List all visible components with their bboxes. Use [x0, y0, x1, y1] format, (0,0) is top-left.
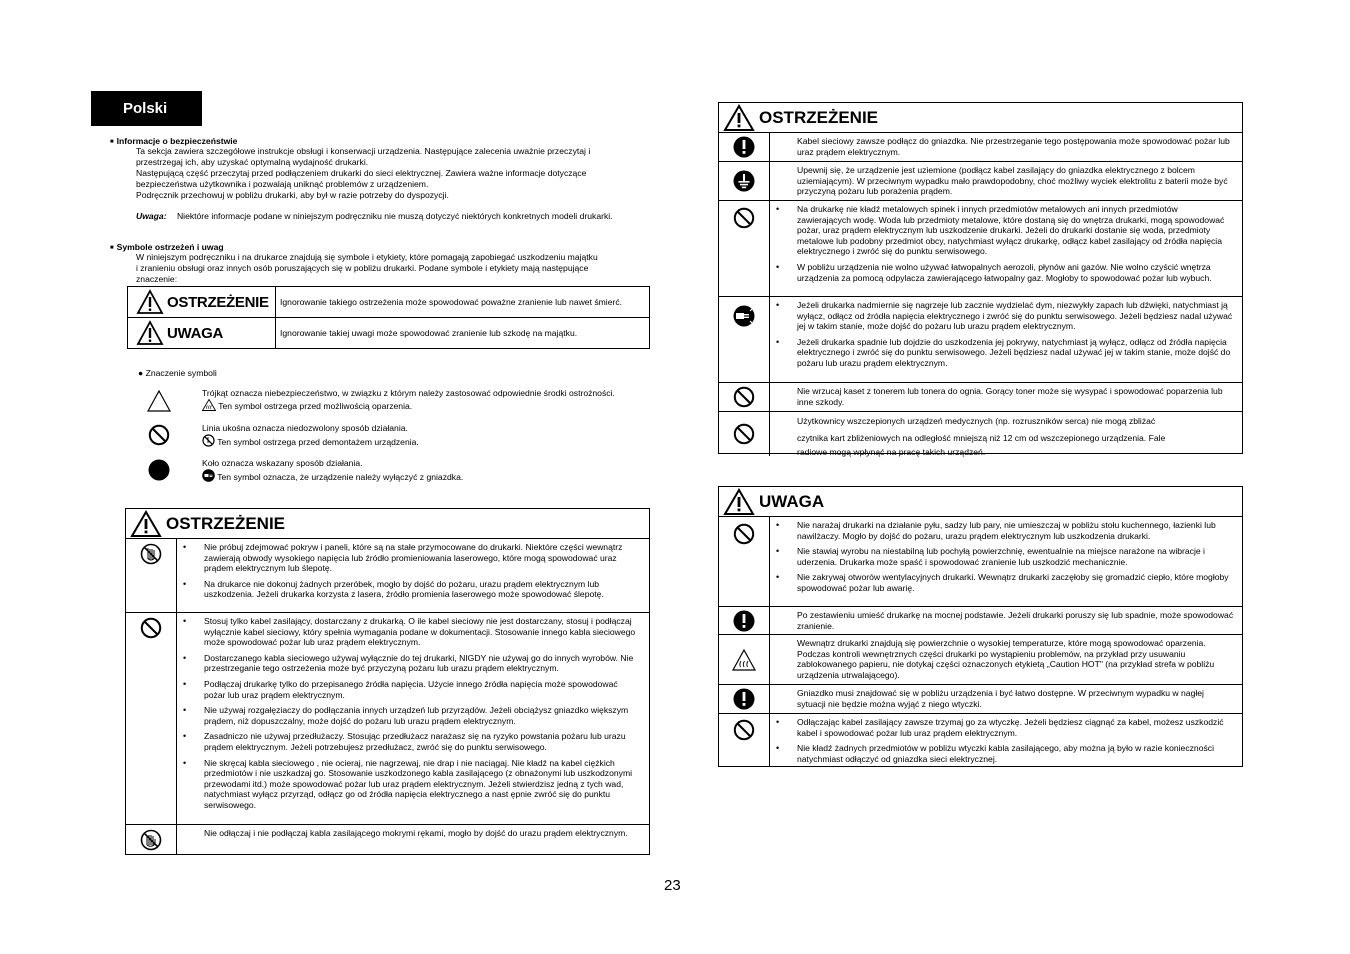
- legend-line: Ten symbol ostrzega przed demontażem urządzenia.: [217, 437, 419, 447]
- row-line: Użytkownicy wszczepionych urządzeń medycznych (np. rozruszników serca) nie mogą zbliżać: [797, 416, 1156, 426]
- language-tab: Polski: [91, 91, 202, 126]
- caution-row: [719, 685, 1242, 714]
- legend-line: Koło oznacza wskazany sposób działania.: [202, 458, 363, 468]
- warning-row: [126, 825, 649, 854]
- row-text: [770, 685, 1242, 713]
- prohibition-icon: [148, 424, 170, 451]
- row-plain-text: Nie odłączaj i nie podłączaj kabla zasilającego mokrymi rękami, mogło by dojść do urazu prądem elektrycznym.: [204, 828, 628, 838]
- row-text: [770, 133, 1242, 161]
- bullet-item: • Podłączaj drukarkę tylko do przepisanego źródła napięcia. Użycie innego źródła napięcia może spowodować pożar lub uraz prądem elektrycznym.: [177, 679, 641, 700]
- bullet-item: • Nie stawiaj wyrobu na niestabilną lub pochyłą powierzchnię, ewentualnie na miejsce narażone na wibracje i uderzenia. Drukarka może spaść i spowodować zranienie lub uszkodzić mechanicznie.: [770, 546, 1234, 567]
- right-caution-title-text: UWAGA: [759, 491, 825, 511]
- legend-subline: [202, 469, 463, 483]
- warning-triangle-icon: [136, 289, 164, 315]
- symbol-table-row: [128, 287, 650, 318]
- legend-line: Ten symbol oznacza, że urządzenie należy wyłączyć z gniazdka.: [217, 472, 464, 482]
- caution-label: [136, 320, 275, 346]
- symbol-table: [127, 286, 650, 349]
- prohibition-icon: [719, 714, 770, 767]
- right-warning-title: [719, 103, 1242, 133]
- symbols-heading: ■ Symbole ostrzeżeń i uwag: [110, 242, 670, 252]
- row-plain-text: Upewnij się, że urządzenie jest uziemione (podłącz kabel zasilający do gniazdka elektrycznego z bolcem uziemiającym). W przeciwnym wypadku mało prawdopodobny, choć możliwy wyciek elektrolitu z baterii może być przyczyną pożaru lub porażenia prądem.: [797, 165, 1228, 197]
- triangle-icon: [147, 390, 171, 417]
- warning-row: [126, 613, 649, 825]
- symbols-line: i zranieniu obsługi oraz innych osób poruszających się w pobliżu drukarki. Podane symbole i etykiety mają następujące: [136, 263, 589, 273]
- bullet-item: • Jeżeli drukarka spadnie lub dojdzie do uszkodzenia jej pokrywy, natychmiast ją wyłącz, odłącz od źródła napięcia elektrycznego i zwróć się do punktu serwisowego. Jeżeli będziesz nadal używać jej w takim stanie, może dojść do pożaru lub urazu prądem elektrycznym.: [770, 337, 1234, 369]
- symbol-table-row: [128, 318, 650, 349]
- left-warning-box: [125, 508, 650, 855]
- bullet-item: • Dostarczanego kabla sieciowego używaj wyłącznie do tej drukarki, NIGDY nie używaj go do innych wyrobów. Nie przestrzeganie tego ostrzeżenia może być przyczyną pożaru lub urazu prądem elektrycznym.: [177, 653, 641, 674]
- warning-label: [136, 289, 275, 315]
- no-disassembly-icon: [202, 434, 215, 447]
- bullet-item: • Zasadniczo nie używaj przedłużaczy. Stosując przedłużacz narażasz się na ryzyko powstania pożaru lub urazu prądem elektrycznym. Jeżeli potrzebujesz przedłużacz, zwróć się do punktu serwisowego.: [177, 731, 641, 752]
- symbol-label-cell: [128, 318, 276, 349]
- symbols-line: W niniejszym podręczniku i na drukarce znajdują się symbole i etykiety, które pomagają zapobiegać uszkodzeniu majątku: [136, 252, 598, 262]
- row-text: [770, 607, 1242, 634]
- bullet-item: • Nie próbuj zdejmować pokryw i paneli, które są na stałe przymocowane do drukarki. Niektóre części wewnątrz zawierają obwody wysokiego napięcia lub źródło promieniowania laserowego, które mogą spowodować uraz prądem elektrycznym lub ślepotę.: [177, 542, 641, 574]
- info-body: [110, 146, 680, 222]
- caution-triangle-icon: [723, 488, 755, 516]
- symbols-section: [110, 242, 670, 285]
- row-text: [770, 517, 1242, 606]
- row-plain-text: Wewnątrz drukarki znajdują się powierzchnie o wysokiej temperaturze, które mogą spowodować oparzenia. Podczas kontroli wewnętrznych części drukarki po wystąpieniu problemów, na przykład przy usuwaniu zablokowanego papieru, nie dotykaj części oznaczonych etykietą „Caution HOT" (na przykład strefa w pobliżu urządzenia utrwalającego).: [797, 638, 1215, 680]
- note-text: Niektóre informacje podane w niniejszym podręczniku nie muszą dotyczyć niektórych konkretnych modeli drukarki.: [176, 211, 613, 221]
- bullet-item: • Nie narażaj drukarki na działanie pyłu, sadzy lub pary, nie umieszczaj w pobliżu stołu kuchennego, łazienki lub nawilżaczy. Mogło by dojść do pożaru, urazu prądem elektrycznym lub uszkodzenia drukarki.: [770, 520, 1234, 541]
- symbol-label-cell: [128, 287, 276, 318]
- warning-row: [719, 162, 1242, 201]
- warning-row: [719, 297, 1242, 383]
- info-line: Podręcznik przechowuj w pobliżu drukarki, aby był w razie potrzeby do dyspozycji.: [136, 190, 449, 200]
- row-text: [177, 539, 649, 612]
- row-line: radiowe mogą wpłynąć na pracę takich urządzeń.: [797, 447, 986, 457]
- mandatory-icon: [719, 685, 770, 713]
- mandatory-icon: [719, 133, 770, 161]
- row-plain-text: Po zestawieniu umieść drukarkę na mocnej podstawie. Jeżeli drukarki poruszy się lub spadnie, może spowodować zranienie.: [797, 610, 1234, 631]
- warning-meaning: Ignorowanie takiego ostrzeżenia może spowodować poważne zranienie lub nawet śmierć.: [276, 287, 650, 318]
- bullet-item: • Stosuj tylko kabel zasilający, dostarczany z drukarką. O ile kabel sieciowy nie jest dostarczany, stosuj i podłączaj wyłącznie kabel sieciowy, który spełnia wymagania podane w dokumentacji. Stosowanie innego kabla sieciowego może spowodować pożar lub uraz prądem elektrycznym.: [177, 616, 641, 648]
- bullet-item: • Na drukarce nie dokonuj żadnych przeróbek, mogło by dojść do pożaru, urazu prądem elektrycznym lub uszkodzenia. Jeżeli drukarka korzysta z lasera, źródło promienia laserowego może spowodować ślepotę.: [177, 579, 641, 600]
- warning-row: [719, 383, 1242, 412]
- symbols-body: [110, 252, 670, 285]
- info-line: przestrzegaj ich, aby uzyskać optymalną wydajność drukarki.: [136, 157, 369, 167]
- legend-subline: [202, 434, 419, 448]
- page-number: 23: [664, 877, 681, 894]
- right-caution-title: [719, 487, 1242, 517]
- right-warning-title-text: OSTRZEŻENIE: [759, 107, 879, 127]
- row-line: czytnika kart zbliżeniowych na odległość mniejszą niż 12 cm od wszczepionego urządzenia. Fale: [797, 433, 1166, 443]
- prohibition-icon: [719, 517, 770, 606]
- no-disassembly-icon: [126, 539, 177, 612]
- right-caution-box: [718, 486, 1243, 767]
- row-text: [770, 297, 1242, 382]
- meaning-title-text: Znaczenie symboli: [145, 368, 217, 378]
- warning-row: [719, 201, 1242, 297]
- ground-icon: [719, 162, 770, 200]
- symbol-meaning-title: [138, 368, 217, 379]
- prohibition-icon: [719, 201, 770, 296]
- prohibition-icon: [126, 613, 177, 824]
- warning-row: [719, 412, 1242, 456]
- hot-surface-icon: [719, 635, 770, 684]
- hot-surface-icon: [202, 399, 216, 411]
- prohibition-icon: [719, 383, 770, 411]
- info-line: Ta sekcja zawiera szczegółowe instrukcje obsługi i konserwacji urządzenia. Następujące zalecenia uważnie przeczytaj i: [136, 146, 591, 156]
- row-text: [177, 825, 649, 854]
- row-text: [770, 201, 1242, 296]
- info-heading: ■ Informacje o bezpieczeństwie: [110, 136, 680, 146]
- warning-label-text: OSTRZEŻENIE: [167, 293, 269, 311]
- warning-row: [719, 133, 1242, 162]
- info-section: [110, 136, 680, 222]
- legend-line: Linia ukośna oznacza niedozwolony sposób działania.: [202, 423, 408, 433]
- bullet-item: • Nie używaj rozgałęziaczy do podłączania innych urządzeń lub przyrządów. Jeżeli obciążysz gniazdko większym prądem, niż dopuszczalny, może dojść do pożaru lub urazu prądem elektrycznym.: [177, 705, 641, 726]
- caution-triangle-icon: [136, 320, 164, 346]
- warning-triangle-icon: [723, 104, 755, 132]
- legend-line: Trójkąt oznacza niebezpieczeństwo, w związku z którym należy zastosować odpowiednie środki ostrożności.: [202, 388, 615, 398]
- note-label: Uwaga:: [136, 211, 167, 221]
- caution-row: [719, 517, 1242, 607]
- row-text: [770, 162, 1242, 200]
- bullet-item: • W pobliżu urządzenia nie wolno używać łatwopalnych aerozoli, płynów ani gazów. Nie wolno czyścić wnętrza urządzenia za pomocą odpylacza zawierającego łatwopalny gaz. Mogłoby to spowodować pożar lub wybuch.: [770, 262, 1234, 283]
- left-warning-title-text: OSTRZEŻENIE: [166, 513, 286, 533]
- legend-item: [202, 458, 463, 483]
- symbols-line: znaczenie:: [136, 274, 178, 284]
- row-plain-text: Kabel sieciowy zawsze podłącz do gniazdka. Nie przestrzeganie tego postępowania może spowodować pożar lub uraz prądem elektrycznym.: [797, 136, 1230, 157]
- caution-row: [719, 714, 1242, 767]
- unplug-icon: [719, 297, 770, 382]
- bullet-item: • Jeżeli drukarka nadmiernie się nagrzeje lub zacznie wydzielać dym, niezwykły zapach lub dźwięki, natychmiast ją wyłącz, odłącz od źródła napięcia elektrycznego i zwróć się do punktu serwisowego. Jeżeli będziesz nadal używać jej w takim stanie, może dojść do pożaru lub urazu prądem elektrycznym.: [770, 300, 1234, 332]
- bullet-item: • Na drukarkę nie kładź metalowych spinek i innych przedmiotów metalowych ani innych przedmiotów zawierających wodę. Woda lub przedmioty metalowe, które dostaną się do wnętrza drukarki, mogą spowodować pożar, uraz prądem elektrycznym lub uszkodzenie drukarki. Jeżeli do drukarki dostanie się woda, przedmioty metalowe lub podobny przedmiot obcy, natychmiast wyłącz drukarkę, odłącz kabel zasilający od źródła napięcia elektrycznego i zwróć się do punktu serwisowego.: [770, 204, 1234, 257]
- no-wet-hands-icon: [126, 825, 177, 854]
- bullet-item: • Nie kładź żadnych przedmiotów w pobliżu wtyczki kabla zasilającego, aby można ją było w razie konieczności natychmiast odłączyć od gniazdka sieci elektrycznej.: [770, 743, 1234, 764]
- unplug-icon: [202, 469, 215, 482]
- row-plain-text: Nie wrzucaj kaset z tonerem lub tonera do ognia. Gorący toner może się wysypać i spowodować poparzenia lub inne szkody.: [797, 386, 1223, 407]
- prohibition-icon: [719, 412, 770, 456]
- bullet-item: • Odłączając kabel zasilający zawsze trzymaj go za wtyczkę. Jeżeli będziesz ciągnąć za kabel, możesz uszkodzić kabel i spowodować pożar lub uraz prądem elektrycznym.: [770, 717, 1234, 738]
- warning-row: [126, 539, 649, 613]
- caution-meaning: Ignorowanie takiej uwagi może spowodować zranienie lub szkodę na majątku.: [276, 318, 650, 349]
- info-line: bezpieczeństwa użytkownika i pozwalają uniknąć problemów z urządzeniem.: [136, 179, 429, 189]
- right-warning-box: [718, 102, 1243, 457]
- legend-item: [202, 388, 615, 412]
- bullet-item: • Nie zakrywaj otworów wentylacyjnych drukarki. Wewnątrz drukarki zaczęłoby się gromadzić ciepło, które mogłoby spowodować pożar lub awarię.: [770, 572, 1234, 593]
- legend-item: [202, 423, 419, 448]
- info-line: Następującą część przeczytaj przed podłączeniem drukarki do sieci elektrycznej. Zawiera ważne informacje dotyczące: [136, 168, 587, 178]
- mandatory-icon: [719, 607, 770, 634]
- row-text: [770, 412, 1242, 456]
- legend-line: Ten symbol ostrzega przed możliwością oparzenia.: [218, 401, 413, 411]
- filled-circle-icon: [148, 459, 170, 486]
- row-plain-text: Gniazdko musi znajdować się w pobliżu urządzenia i być łatwo dostępne. W przeciwnym wypadku w nagłej sytuacji nie będzie można wyjąć z niego wtyczki.: [797, 688, 1204, 709]
- bullet-icon: ●: [138, 368, 144, 378]
- row-text: [770, 714, 1242, 767]
- row-text: [770, 635, 1242, 684]
- info-note: [136, 211, 680, 222]
- row-text: [770, 383, 1242, 411]
- caution-label-text: UWAGA: [167, 324, 223, 342]
- caution-row: [719, 607, 1242, 635]
- caution-row: [719, 635, 1242, 685]
- legend-subline: [202, 399, 615, 412]
- bullet-item: • Nie skręcaj kabla sieciowego , nie ocieraj, nie nagrzewaj, nie drap i nie naciągaj. Nie kładź na kabel ciężkich przedmiotów i nie uszkadzaj go. Stosowanie uszkodzonego kabla zasilającego (z obnażonymi lub uszkodzonymi przewodami itd.) może spowodować pożar lub uraz prądem elektrycznym. Jeżeli stwierdzisz jedną z tych wad, natychmiast wyłącz przyrząd, odłącz go od źródła napięcia elektrycznego a nast ępnie zwróć się do punktu serwisowego.: [177, 758, 641, 811]
- row-text: [177, 613, 649, 824]
- warning-triangle-icon: [130, 510, 162, 538]
- left-warning-title: [126, 509, 649, 539]
